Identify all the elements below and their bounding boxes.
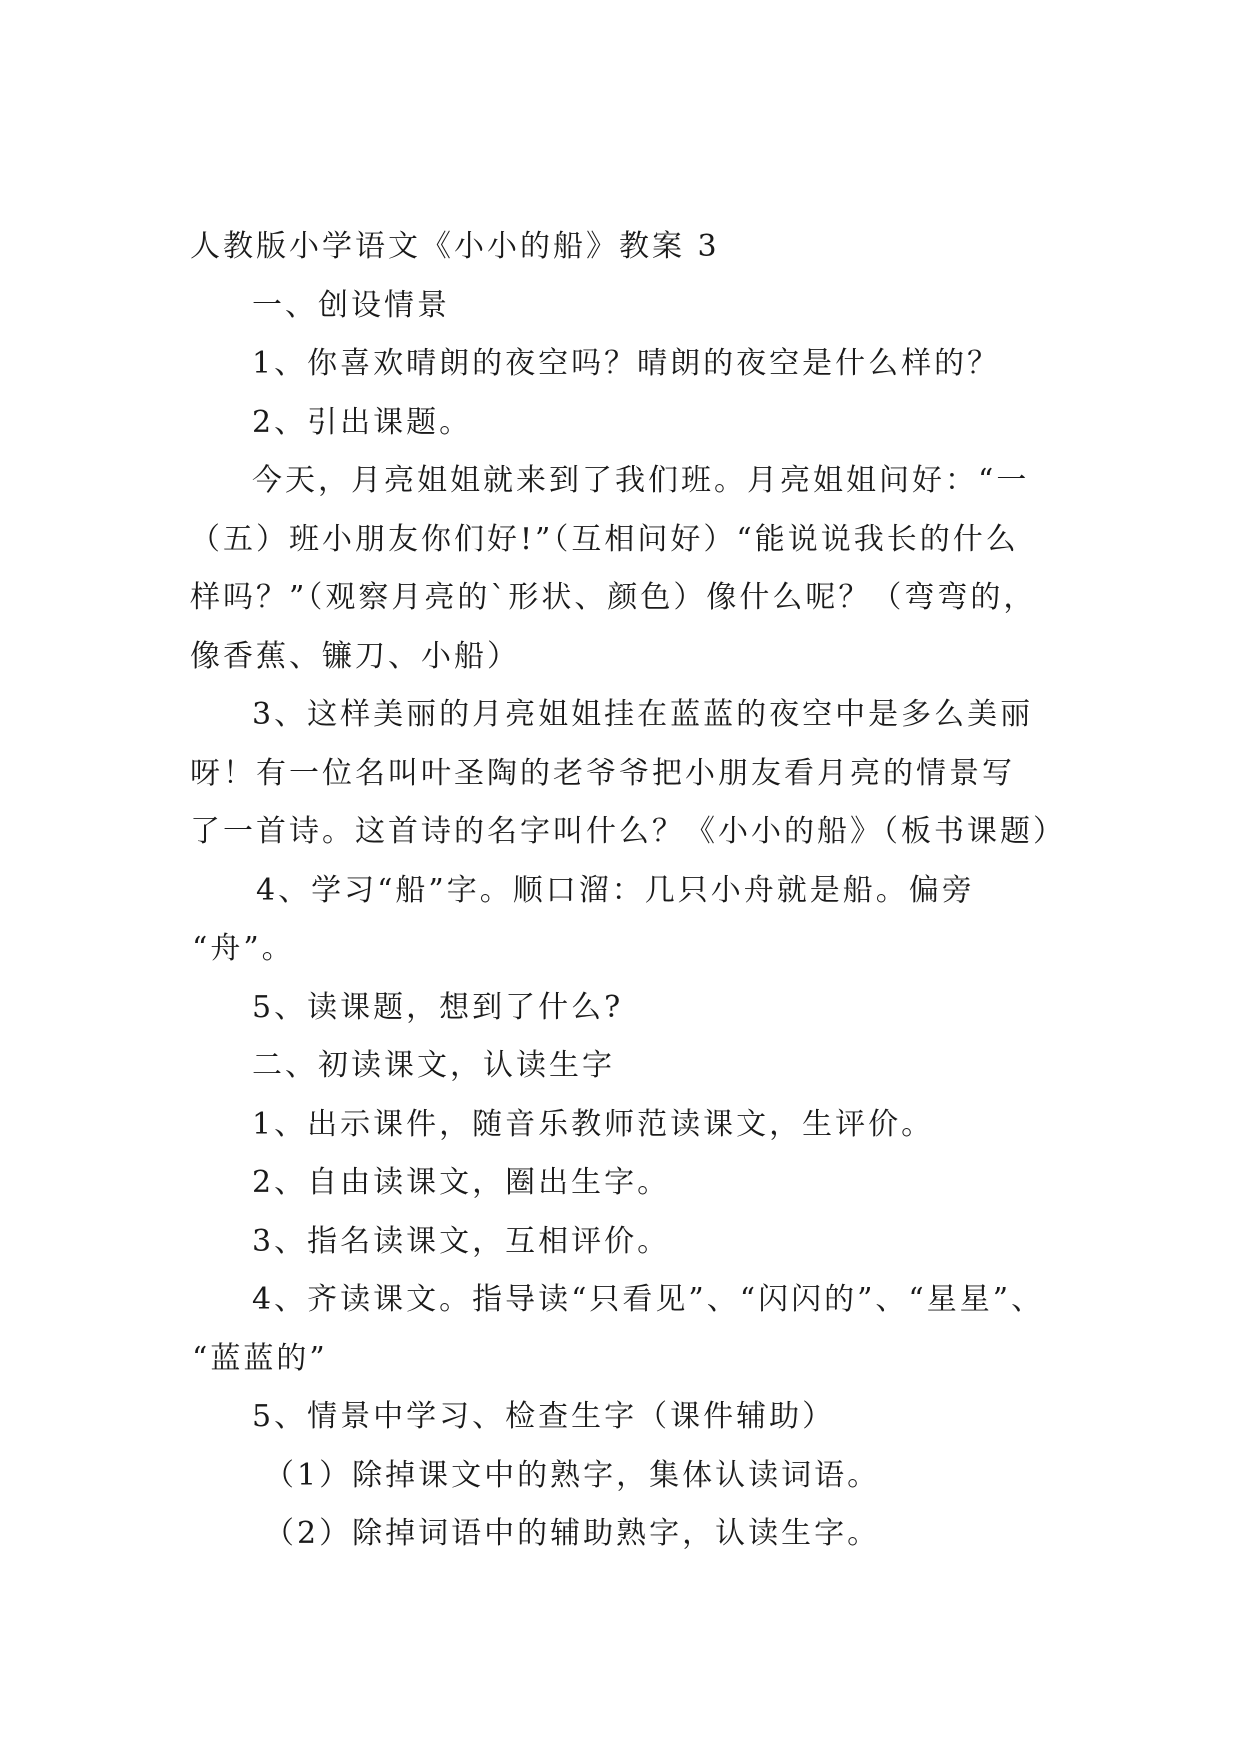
paragraph-line: 1、出示课件，随音乐教师范读课文，生评价。 [252,1106,935,1142]
paragraph-line: 4、学习“船”字。顺口溜：几只小舟就是船。偏旁 [256,872,975,908]
paragraph-line: （1）除掉课文中的熟字，集体认读词语。 [264,1457,881,1493]
paragraph-line: （五）班小朋友你们好!”（互相问好）“能说说我长的什么 [190,521,1019,557]
section-heading: 一、创设情景 [252,287,450,323]
paragraph-line: 1、你喜欢晴朗的夜空吗？晴朗的夜空是什么样的？ [252,346,1001,381]
document-body [190,218,1066,1564]
paragraph-line: 了一首诗。这首诗的名字叫什么？《小小的船》（板书课题） [190,814,1066,849]
paragraph-line: 3、这样美丽的月亮姐姐挂在蓝蓝的夜空中是多么美丽 [252,697,1034,732]
paragraph-line: 2、引出课题。 [252,404,473,440]
paragraph-line: 4、齐读课文。指导读“只看见”、“闪闪的”、“星星”、 [252,1282,1045,1317]
section-heading: 二、初读课文，认读生字 [252,1048,615,1083]
paragraph-line: 像香蕉、镰刀、小船） [190,638,520,674]
paragraph-line: “舟”。 [192,931,295,966]
paragraph-line: 样吗？”（观察月亮的`形状、颜色）像什么呢？（弯弯的， [190,580,1037,615]
paragraph-line: “蓝蓝的” [192,1340,328,1376]
paragraph-line: 5、读课题，想到了什么? [252,989,624,1025]
document-title: 人教版小学语文《小小的船》教案 3 [190,229,720,264]
paragraph-line: 呀！有一位名叫叶圣陶的老爷爷把小朋友看月亮的情景写 [190,755,1015,791]
paragraph-line: 3、指名读课文，互相评价。 [252,1223,671,1259]
paragraph-line: （2）除掉词语中的辅助熟字，认读生字。 [264,1516,881,1551]
paragraph-line: 今天，月亮姐姐就来到了我们班。月亮姐姐问好：“一 [252,463,1030,498]
paragraph-line: 2、自由读课文，圈出生字。 [252,1165,671,1200]
paragraph-line: 5、情景中学习、检查生字（课件辅助） [252,1399,836,1434]
